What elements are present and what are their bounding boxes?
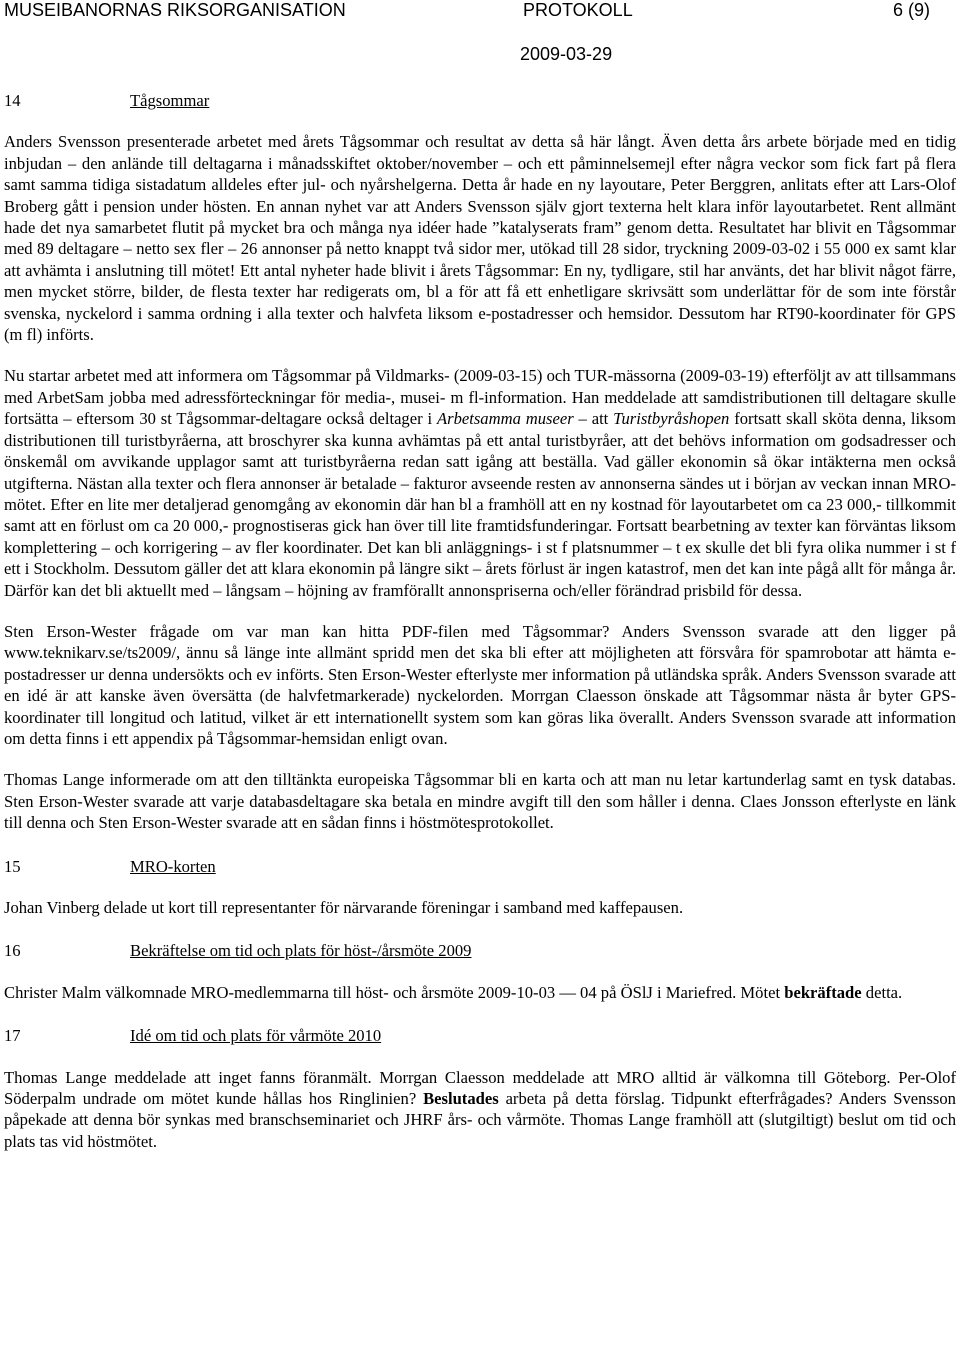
section-17-heading [4, 1025, 956, 1046]
section-15-heading [4, 856, 956, 877]
document-body [4, 90, 956, 1152]
italic-text: Turistbyråshopen [613, 409, 730, 429]
paragraph [4, 1067, 956, 1153]
text-run: Christer Malm välkomnade MRO-medlemmarna till höst- och årsmöte 2009-10-03 — 04 på ÖSlJ i Mariefred. Mötet [4, 982, 785, 1002]
italic-text: Arbetsamma museer [436, 409, 574, 429]
section-title: Bekräftelse om tid och plats för höst-/årsmöte 2009 [130, 941, 472, 961]
doc-type: PROTOKOLL [523, 0, 633, 20]
section-title: MRO-korten [130, 856, 216, 876]
page-number: 6 (9) [893, 0, 931, 20]
section-16-heading [4, 940, 956, 961]
text-run: Nu startar arbetet med att informera om Tågsommar på Vildmarks- (2009-03-15) och TUR-mässorna (2009-03-19) efterföljt av att tillsammans med ArbetSam jobba med adressförteckningar för media-, musei- m fl-information. Han meddelade att samdistributionen till deltagare skulle fortsätta – eftersom 30 st Tågsommar-deltagare också deltager i [4, 366, 956, 429]
section-title: Idé om tid och plats för vårmöte 2010 [130, 1026, 382, 1046]
section-number: 14 [4, 91, 21, 110]
document-date: 2009-03-29 [520, 44, 613, 64]
paragraph: Sten Erson-Wester frågade om var man kan hitta PDF-filen med Tågsommar? Anders Svensson svarade att den ligger på www.teknikarv.se/ts2009/, ännu så länge inte allmänt spridd men det ska bli efter att möjligheten att försvåra för spamrobotar att hämta e-postadresser ur denna undersökts och ev införts. Sten Erson-Wester efterlyste mer information på utländska språk. Anders Svensson svarade att en idé är att kanske även översätta (de halvfetmarkerade) nyckelorden. Morrgan Claesson önskade att Tågsommar nästa år byter GPS-koordinater till longitud och latitud, vilket är ett internationellt system som kan göras lika överallt. Anders Svensson svarade att information om detta finns i ett appendix på Tågsommar-hemsidan enligt ovan. [4, 621, 956, 748]
bold-text: Beslutades [423, 1089, 499, 1109]
text-run: arbeta på detta förslag. Tidpunkt efterfrågades? Anders Svensson påpekade att denna bör synkas med branschseminariet och JHRF års- och vårmöte. Thomas Lange framhöll att (slutgiltigt) beslut om tid och plats tas vid höstmötet. [4, 1089, 956, 1151]
section-title: Tågsommar [130, 91, 210, 110]
section-number: 16 [4, 941, 21, 961]
text-run: fortsatt skall sköta denna, liksom distributionen till turistbyråerna, att broschyrer ska kunna avhämtas på ett antal turistbyråer, att det behövs information om godsadresser och önskemål om avvikande upplagor samt att turistbyråerna redan satt igång att beställa. Vad gäller ekonomin så ökar intäkterna men också utgifterna. Nästan alla texter och flera annonser är betalade – fakturor avseende resten av annonserna sändes ut i början av veckan innan MRO-mötet. Efter en lite mer detaljerad genomgång av ekonomin där han bl a framhöll att en ny kostnad för layoutarbetet om ca 23 000,- tillkommit samt att en förlust om ca 20 000,- prognostiseras gick han över till lite framtidsfunderingar. Fortsatt bearbetning av texter kan förväntas liksom komplettering – och korrigering – av fler koordinater. Det kan bli anläggnings- i st f platsnummer – t ex skulle det bli fyra olika nummer i st f ett i Stockholm. Dessutom gäller det att klara ekonomin på längre sikt – årets förlust är ingen katastrof, men det kan inte pågå allt för många år. Därför kan det bli aktuellt med – långsam – höjning av framförallt annonspriserna och/eller förändrad prisbild för dessa. [4, 409, 957, 600]
text-run: – att [573, 409, 614, 429]
section-14-heading [4, 90, 956, 111]
section-number: 15 [4, 856, 21, 876]
org-name: MUSEIBANORNAS RIKSORGANISATION [4, 0, 346, 20]
bold-text: bekräftade [784, 982, 862, 1002]
text-run: detta. [861, 982, 903, 1002]
paragraph [4, 982, 956, 1003]
paragraph: Johan Vinberg delade ut kort till representanter för närvarande föreningar i samband med kaffepausen. [4, 898, 684, 917]
paragraph: Thomas Lange informerade om att den tilltänkta europeiska Tågsommar bli en karta och att man nu letar kartunderlag samt en tysk databas. Sten Erson-Wester svarade att varje databasdeltagare ska betala en mindre avgift till den som håller i denna. Claes Jonsson efterlyste en länk till denna och Sten Erson-Wester svarade att en sådan finns i höstmötesprotokollet. [4, 770, 956, 833]
page-header [0, 0, 960, 24]
text-run: Thomas Lange meddelade att inget fanns föranmält. Morrgan Claesson meddelade att MRO alltid är välkomna till Göteborg. Per-Olof Söderpalm undrade om mötet kunde hållas hos Ringlinien? [4, 1067, 956, 1109]
section-number: 17 [4, 1026, 21, 1046]
paragraph: Anders Svensson presenterade arbetet med årets Tågsommar och resultat av detta så här långt. Även detta års arbete började med en tidig inbjudan – den anlände till deltagarna i månadsskiftet oktober/november – och ett påminnelsemejl efter några veckor som fick fart på flera samt samma tidiga sistadatum alldeles efter jul- och nyårshelgerna. Detta år hade en ny layoutare, Peter Berggren, anlitats efter att Lars-Olof Broberg gått i pension under hösten. En annan nyhet var att Anders Svensson själv gjort texterna helt klara inför layoutarbetet. Rent allmänt hade det nya samarbetet flutit på mycket bra och många nya idéer hade ”katalyserats fram” genom detta. Resultatet har blivit en Tågsommar med 89 deltagare – netto sex fler – 26 annonser på netto knappt två sidor mer, utökad till 28 sidor, tryckning 2009-03-02 i 55 000 ex samt klar att avhämta i anslutning till mötet! Ett antal nyheter hade blivit i årets Tågsommar: En ny, tydligare, stil har använts, det har blivit något färre, men mycket större, bilder, de flesta texter har redigerats om, bl a för att få ett enhetligare skrivsätt som underlättar för de som inte förstår svenska, nyckelord i samma ordning i alla texter och halvfeta liksom e-postadresser och hemsidor. Dessutom har RT90-koordinater för GPS (m fl) införts. [4, 132, 956, 345]
paragraph [4, 365, 956, 600]
